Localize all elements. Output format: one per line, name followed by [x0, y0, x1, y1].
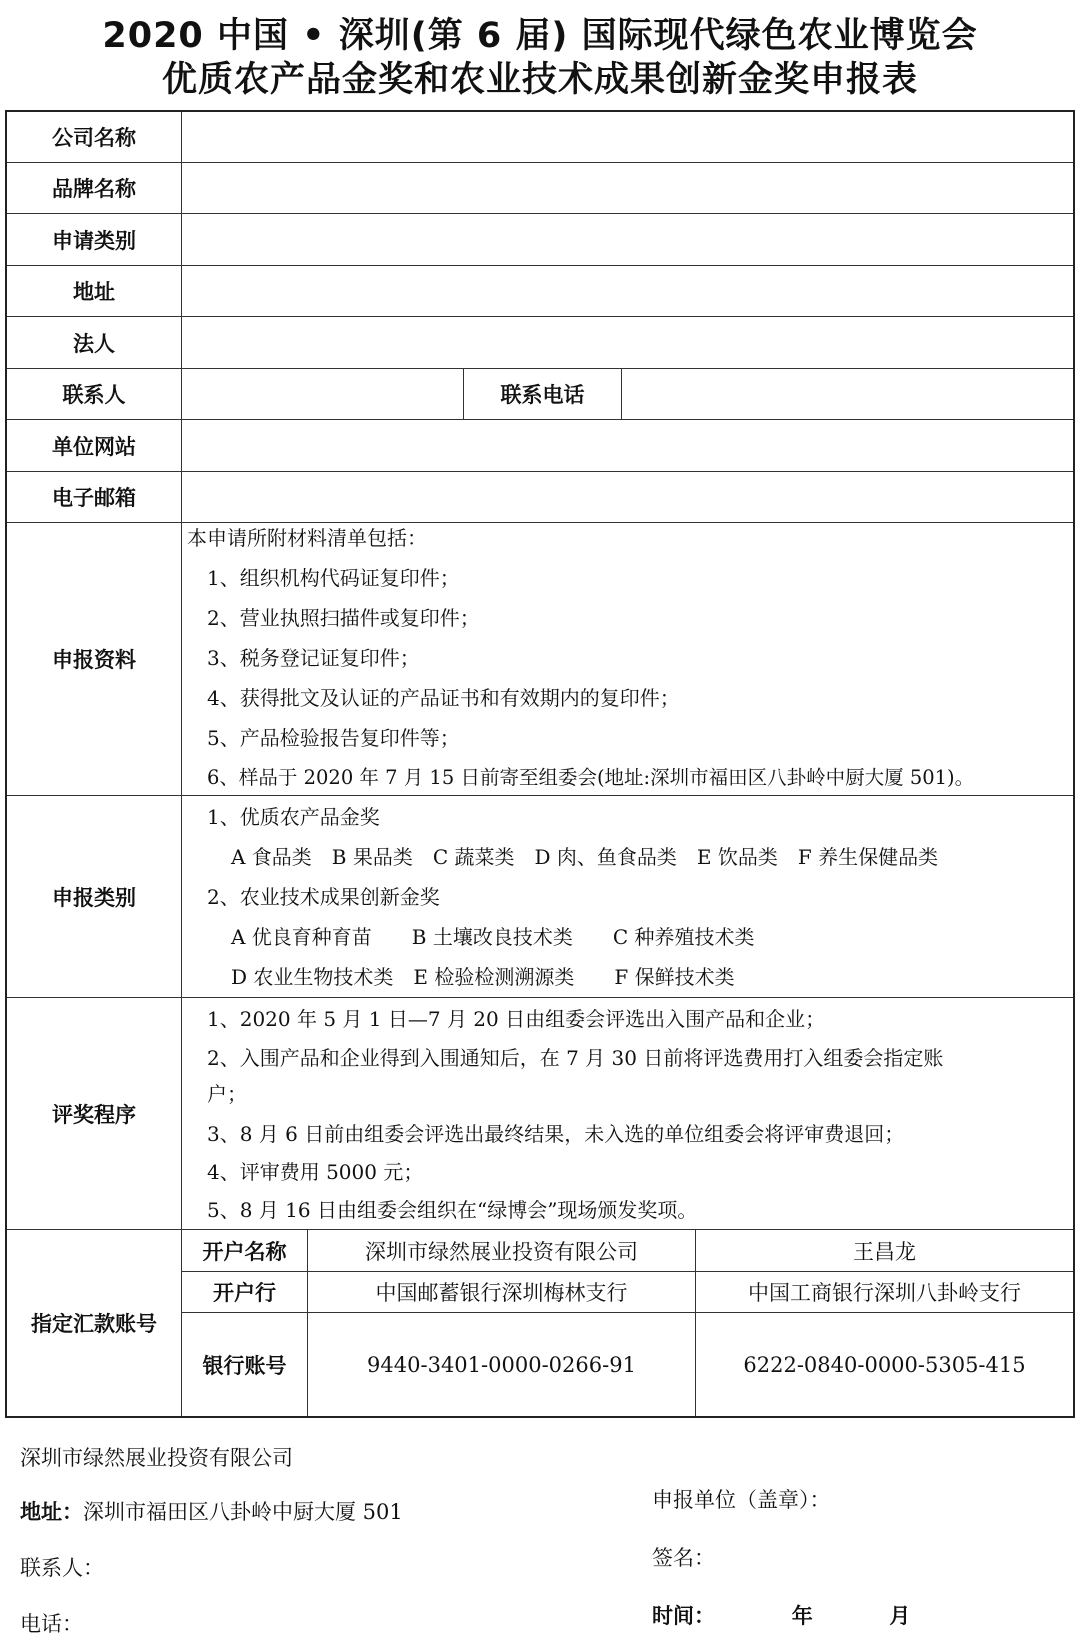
footer-address-key: 地址： — [20, 1500, 83, 1524]
bank-b: 中国工商银行深圳八卦岭支行 — [748, 1281, 1021, 1305]
account-number-b: 6222-0840-0000-5305-415 — [743, 1352, 1026, 1377]
label-apply-category: 申请类别 — [52, 228, 136, 253]
footer-year: 年 — [791, 1604, 813, 1628]
label-website: 单位网站 — [52, 434, 136, 459]
website-field[interactable] — [183, 422, 1071, 469]
materials-item: 3、税务登记证复印件； — [207, 646, 420, 670]
label-address: 地址 — [73, 280, 115, 304]
label-company-name: 公司名称 — [52, 126, 136, 150]
form-title-line1: 2020 中国 • 深圳(第 6 届) 国际现代绿色农业博览会 — [102, 16, 978, 56]
label-brand-name: 品牌名称 — [52, 177, 136, 201]
account-name-key: 开户名称 — [202, 1239, 287, 1264]
brand-name-field[interactable] — [183, 165, 1071, 211]
footer-stamp: 申报单位（盖章）： — [652, 1488, 831, 1512]
materials-item: 4、获得批文及认证的产品证书和有效期内的复印件； — [207, 686, 680, 710]
legal-person-field[interactable] — [183, 319, 1071, 366]
footer-address-value: 深圳市福田区八卦岭中厨大厦 501 — [83, 1500, 403, 1524]
footer-time-key: 时间： — [652, 1604, 715, 1628]
account-number-key: 银行账号 — [202, 1353, 287, 1378]
materials-item: 5、产品检验报告复印件等； — [207, 726, 460, 750]
contact-field[interactable] — [183, 371, 461, 417]
category-line: A 食品类 B 果品类 C 蔬菜类 D 肉、鱼食品类 E 饮品类 F 养生保健品类 — [231, 845, 939, 869]
category-line: A 优良育种育苗 B 土壤改良技术类 C 种养殖技术类 — [231, 925, 755, 949]
label-categories: 申报类别 — [52, 885, 136, 910]
footer-time — [652, 1600, 910, 1630]
email-field[interactable] — [183, 474, 1071, 520]
label-contact: 联系人 — [62, 383, 126, 407]
materials-intro: 本申请所附材料清单包括： — [187, 526, 427, 550]
account-number-a: 9440-3401-0000-0266-91 — [367, 1352, 636, 1377]
procedure-line: 2、入围产品和企业得到入围通知后，在 7 月 30 日前将评选费用打入组委会指定账 — [207, 1046, 944, 1070]
procedure-line: 户； — [207, 1082, 247, 1106]
procedure-line: 3、8 月 6 日前由组委会评选出最终结果，未入选的单位组委会将评审费退回； — [207, 1122, 905, 1146]
procedure-line: 1、2020 年 5 月 1 日—7 月 20 日由组委会评选出入围产品和企业； — [207, 1007, 826, 1031]
category-line: 1、优质农产品金奖 — [207, 805, 380, 829]
materials-item: 6、样品于 2020 年 7 月 15 日前寄至组委会(地址:深圳市福田区八卦岭中厨大厦 501)。 — [207, 766, 975, 789]
label-legal-person: 法人 — [73, 331, 115, 356]
footer-contact: 联系人： — [20, 1556, 104, 1580]
procedure-line: 4、评审费用 5000 元； — [207, 1160, 424, 1184]
materials-item: 2、营业执照扫描件或复印件； — [207, 606, 480, 630]
category-line: D 农业生物技术类 E 检验检测溯源类 F 保鲜技术类 — [231, 965, 735, 989]
company-name-field[interactable] — [183, 114, 1071, 160]
category-line: 2、农业技术成果创新金奖 — [207, 885, 440, 909]
form-title-line2: 优质农产品金奖和农业技术成果创新金奖申报表 — [161, 60, 918, 100]
address-field[interactable] — [183, 268, 1071, 314]
account-name-a: 深圳市绿然展业投资有限公司 — [365, 1239, 638, 1264]
label-materials: 申报资料 — [52, 648, 136, 672]
label-email: 电子邮箱 — [52, 486, 136, 510]
phone-field[interactable] — [623, 371, 1071, 417]
label-account: 指定汇款账号 — [31, 1312, 157, 1336]
account-name-b: 王昌龙 — [853, 1239, 916, 1264]
label-procedure: 评奖程序 — [52, 1102, 136, 1127]
footer-address — [20, 1496, 403, 1526]
footer-sign: 签名： — [652, 1546, 715, 1570]
label-phone: 联系电话 — [500, 383, 585, 407]
footer-phone: 电话： — [20, 1612, 83, 1636]
procedure-line: 5、8 月 16 日由组委会组织在“绿博会”现场颁发奖项。 — [207, 1198, 698, 1222]
apply-category-field[interactable] — [183, 216, 1071, 263]
footer-month: 月 — [889, 1604, 911, 1628]
application-form — [5, 110, 1075, 1418]
materials-item: 1、组织机构代码证复印件； — [207, 566, 460, 590]
bank-key: 开户行 — [213, 1281, 276, 1305]
bank-a: 中国邮蓄银行深圳梅林支行 — [375, 1281, 628, 1305]
footer-company: 深圳市绿然展业投资有限公司 — [20, 1446, 293, 1470]
